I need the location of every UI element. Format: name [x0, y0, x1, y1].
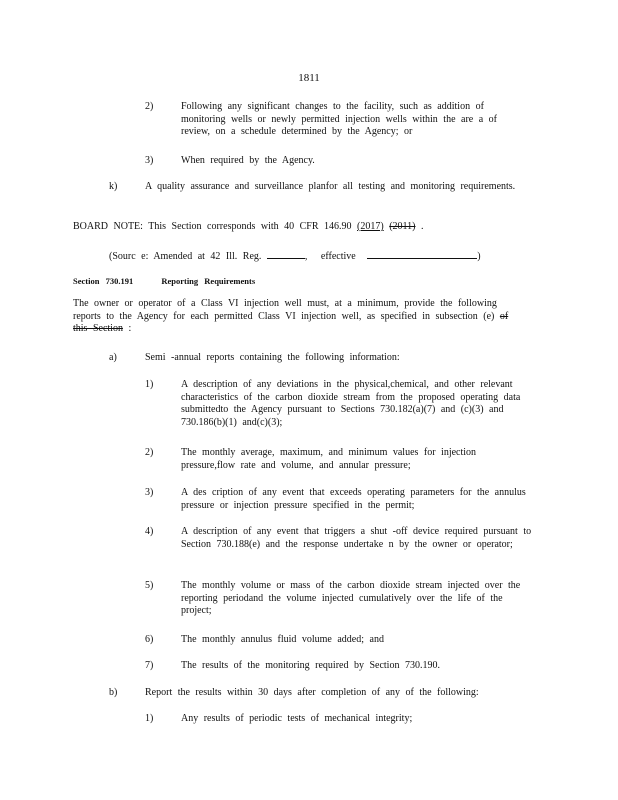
item-text: Semi -annual reports containing the following information: [145, 352, 400, 363]
blank-line [367, 248, 477, 259]
item-label: 5) [145, 580, 154, 591]
section-number: Section 730.191 [73, 276, 134, 286]
board-note [73, 221, 543, 234]
source-note: (Sourc e: Amended at 42 Ill. Reg. , effective ) [109, 248, 549, 264]
item-label: 2) [145, 447, 154, 458]
item-text: When required by the Agency. [181, 155, 315, 166]
item-text: Following any significant changes to the facility, such as addition of monitoring wells or newly permitted injection wells within the are a of review, on a schedule determined by the Agency; or [181, 101, 497, 137]
item-label: 3) [145, 487, 154, 498]
item-label: a) [109, 352, 117, 363]
intro-text: The owner or operator of a Class VI injection well must, at a minimum, provide the following reports to the Agency for each permitted Class VI injection well, as specified in subsection (e) [73, 298, 497, 322]
source-prefix: (Sourc e: Amended at 42 Ill. Reg. [109, 251, 262, 262]
intro-end: : [128, 323, 132, 334]
board-note-text: BOARD NOTE: This Section corresponds with 40 CFR 146.90 [73, 221, 352, 232]
item-label: 1) [145, 379, 154, 390]
item-label: 6) [145, 634, 154, 645]
item-text: The monthly average, maximum, and minimum values for injection pressure,flow rate and volume, and annular pressure; [181, 447, 477, 471]
blank-line [267, 248, 305, 259]
intro-paragraph [73, 298, 528, 336]
item-text: The monthly volume or mass of the carbon dioxide stream injected over the reporting periodand the volume injected cumulatively over the life of the project; [181, 580, 521, 616]
item-label: 2) [145, 101, 154, 112]
item-text: Report the results within 30 days after completion of any of the following: [145, 687, 479, 698]
deleted-text: (2011) [389, 221, 416, 232]
item-label: 3) [145, 155, 154, 166]
item-text: Any results of periodic tests of mechanical integrity; [181, 713, 413, 724]
item-text: A des cription of any event that exceeds operating parameters for the annulus pressure or injection pressure specified in the permit; [181, 487, 526, 511]
page-number: 1811 [298, 72, 320, 84]
item-label: 7) [145, 660, 154, 671]
item-label: 4) [145, 526, 154, 537]
item-label: k) [109, 181, 118, 192]
section-heading [73, 275, 277, 288]
item-text: The results of the monitoring required by Section 730.190. [181, 660, 440, 671]
item-text: A quality assurance and surveillance planfor all testing and monitoring requirements. [145, 181, 516, 192]
board-note-end: . [421, 221, 424, 232]
section-title: Reporting Requirements [161, 276, 256, 286]
source-effective: effective [320, 251, 356, 262]
item-text: A description of any deviations in the physical,chemical, and other relevant characteristics of the carbon dioxide stream from the proposed operating data submittedto the Agency pursuant to Sections 730.182(a)(7) and (c)(3) and 730.186(b)(1) and(c)(3); [181, 379, 521, 428]
inserted-text: (2017) [357, 221, 384, 232]
deleted-text: of this Section [73, 310, 509, 334]
item-text: A description of any event that triggers a shut -off device required pursuant to Section 730.188(e) and the response undertake n by the owner or operator; [181, 526, 532, 550]
item-label: 1) [145, 713, 154, 724]
item-label: b) [109, 687, 118, 698]
source-close: ) [477, 251, 481, 262]
item-text: The monthly annulus fluid volume added; and [181, 634, 384, 645]
